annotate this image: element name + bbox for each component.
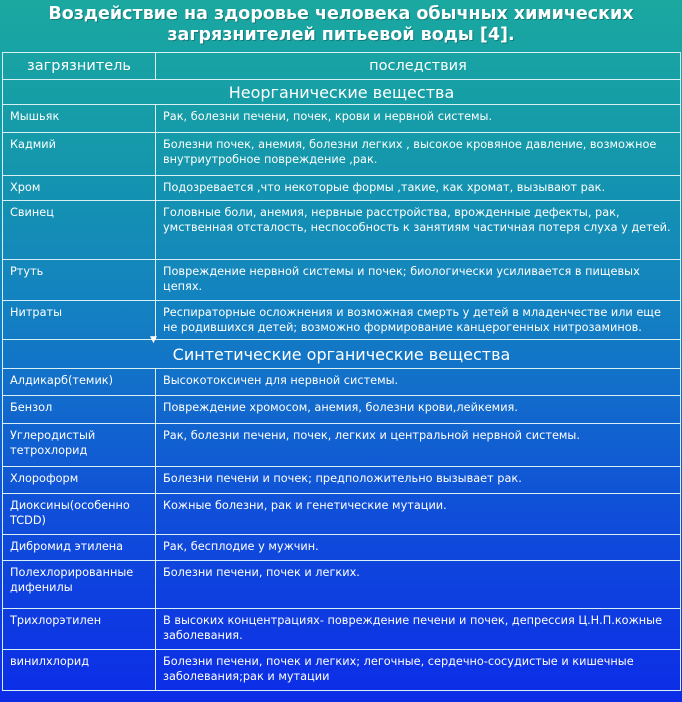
pollutant-name: Нитраты (3, 301, 156, 340)
table-row (3, 609, 681, 650)
section-row-synthetic (3, 340, 681, 369)
pollutant-effect: Болезни печени и почек; предположительно вызывает рак. (156, 467, 681, 494)
pollutant-name: Хром (3, 176, 156, 201)
pollutant-name: Бензол (3, 396, 156, 424)
pollutant-name: Ртуть (3, 260, 156, 301)
table-row (3, 105, 681, 133)
pollutant-name: Мышьяк (3, 105, 156, 133)
pollutant-effect: Болезни почек, анемия, болезни легких , высокое кровяное давление, возможное внутриутробное повреждение ,рак. (156, 133, 681, 176)
pollutant-effect: Респираторные осложнения и возможная смерть у детей в младенчестве или еще не родившихся детей; возможно формирование канцерогенных нитрозаминов. (156, 301, 681, 340)
pollutant-name: Дибромид этилена (3, 535, 156, 561)
table-row (3, 176, 681, 201)
pollutant-name: Диоксины(особенно TCDD) (3, 494, 156, 535)
table-row (3, 369, 681, 396)
table-row (3, 201, 681, 260)
table-row (3, 424, 681, 467)
pollutant-effect: Болезни печени, почек и легких; легочные, сердечно-сосудистые и кишечные заболевания;рак и мутации (156, 650, 681, 691)
table-row (3, 396, 681, 424)
pollutant-name: Полехлорированные дифенилы (3, 561, 156, 609)
section-inorganic: Неорганические вещества (3, 80, 681, 105)
table-row (3, 133, 681, 176)
table-title (0, 0, 682, 50)
pollutant-effect: Подозревается ,что некоторые формы ,такие, как хромат, вызывают рак. (156, 176, 681, 201)
table-row (3, 467, 681, 494)
pollutant-effect: Головные боли, анемия, нервные расстройства, врожденные дефекты, рак, умственная отсталость, неспособность к занятиям частичная потеря слуха у детей. (156, 201, 681, 260)
pollutants-table (2, 52, 681, 691)
pollutant-name: Кадмий (3, 133, 156, 176)
pollutant-effect: Кожные болезни, рак и генетические мутации. (156, 494, 681, 535)
title-line-2: загрязнителей питьевой воды [4]. (167, 25, 515, 45)
section-row-inorganic (3, 80, 681, 105)
pollutant-effect: Рак, бесплодие у мужчин. (156, 535, 681, 561)
header-row (3, 53, 681, 80)
title-line-1: Воздействие на здоровье человека обычных химических (48, 4, 634, 24)
header-pollutant: загрязнитель (3, 53, 156, 80)
pollutant-effect: Болезни печени, почек и легких. (156, 561, 681, 609)
pollutant-effect: Повреждение нервной системы и почек; биологически усиливается в пищевых цепях. (156, 260, 681, 301)
pollutant-effect: Рак, болезни печени, почек, легких и центральной нервной системы. (156, 424, 681, 467)
table-row (3, 535, 681, 561)
pollutant-name: Алдикарб(темик) (3, 369, 156, 396)
pollutant-name: Свинец (3, 201, 156, 260)
pollutant-effect: Высокотоксичен для нервной системы. (156, 369, 681, 396)
table-row (3, 260, 681, 301)
table-row (3, 494, 681, 535)
pollutant-effect: Повреждение хромосом, анемия, болезни крови,лейкемия. (156, 396, 681, 424)
table-row (3, 561, 681, 609)
pollutant-name: Трихлорэтилен (3, 609, 156, 650)
down-arrow-icon: ▼ (150, 335, 157, 345)
pollutant-effect: Рак, болезни печени, почек, крови и нервной системы. (156, 105, 681, 133)
table-row (3, 301, 681, 340)
section-synthetic: Синтетические органические вещества (3, 340, 681, 369)
header-consequences: последствия (156, 53, 681, 80)
table-row (3, 650, 681, 691)
pollutant-name: Углеродистый тетрохлорид (3, 424, 156, 467)
pollutant-effect: В высоких концентрациях- повреждение печени и почек, депрессия Ц.Н.П.кожные заболевания. (156, 609, 681, 650)
pollutant-name: винилхлорид (3, 650, 156, 691)
pollutant-name: Хлороформ (3, 467, 156, 494)
